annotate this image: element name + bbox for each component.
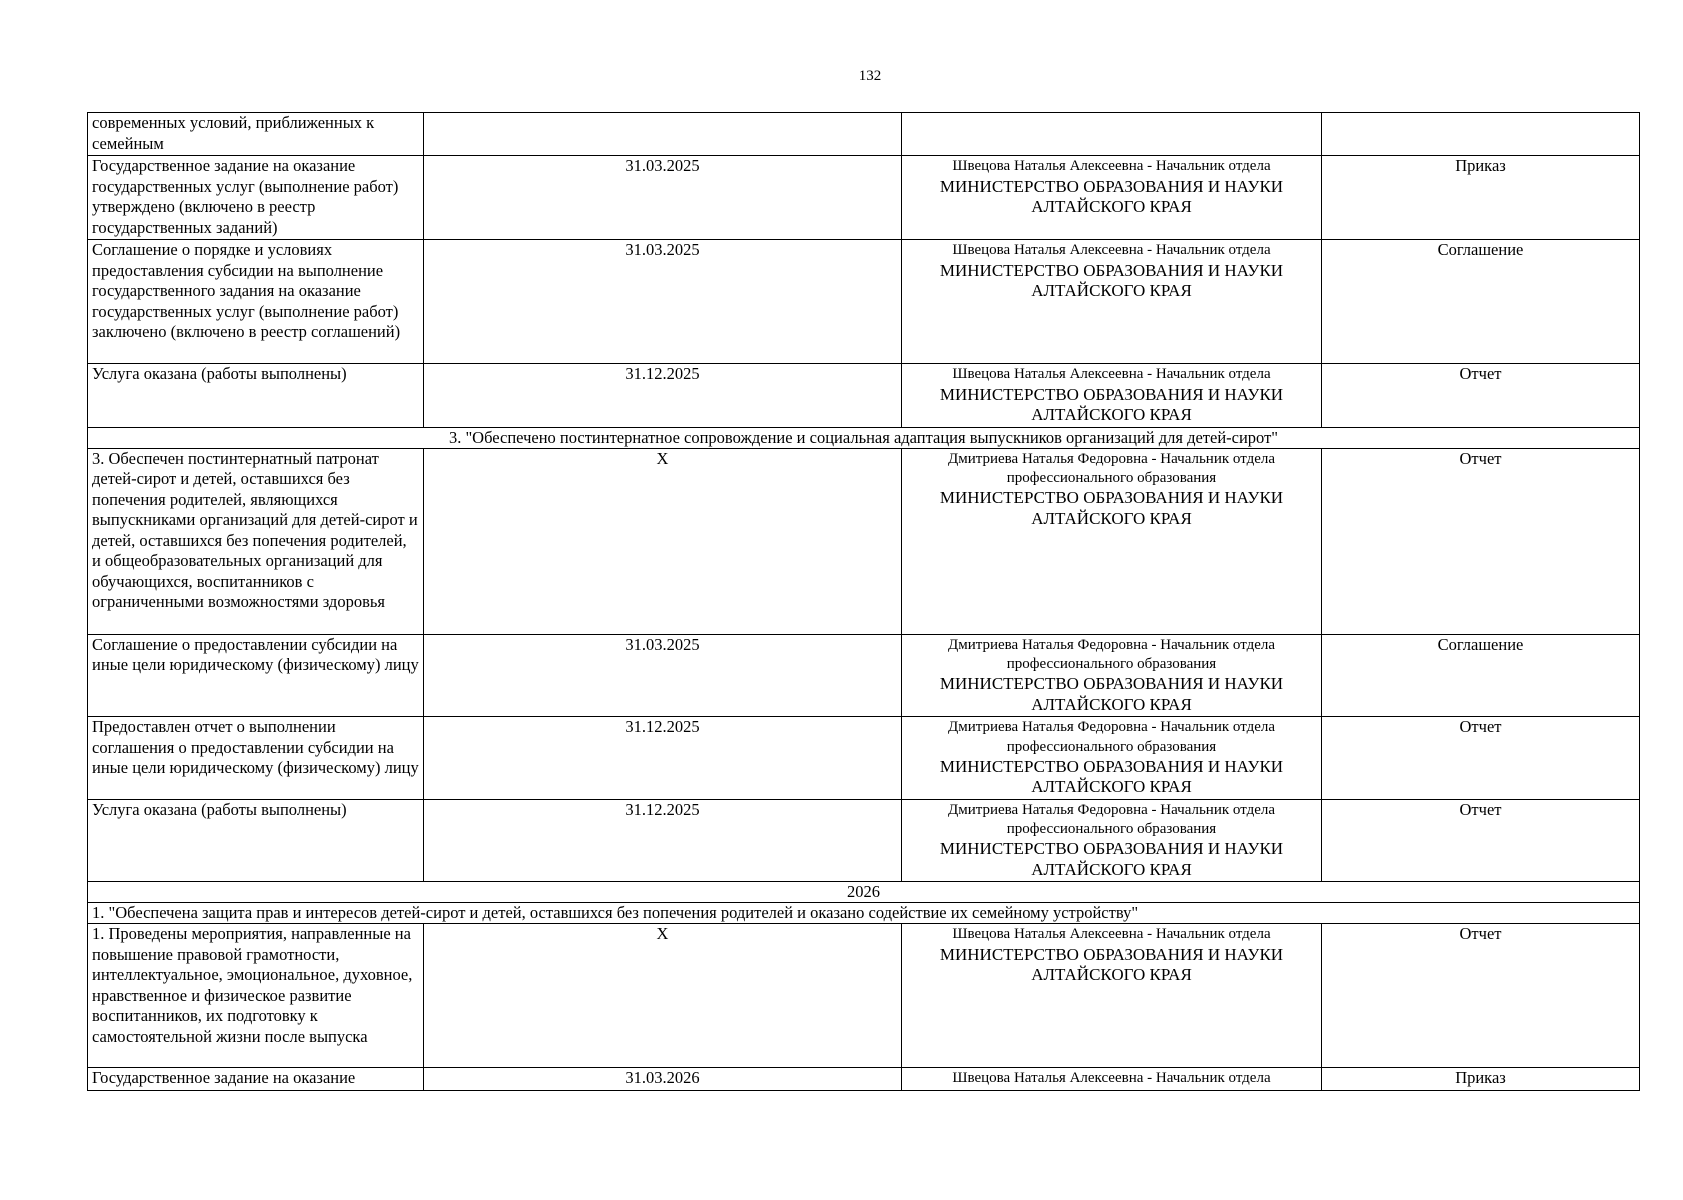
table-row <box>88 799 1640 882</box>
responsible-executor <box>902 448 1322 634</box>
event-date: 31.12.2025 <box>424 364 902 428</box>
executor-department: профессионального образования <box>1006 821 1217 837</box>
executor-name: Дмитриева Наталья Федоровна - Начальник отдела <box>947 719 1275 735</box>
event-date: 31.12.2025 <box>424 799 902 882</box>
executor-name: Дмитриева Наталья Федоровна - Начальник отдела <box>947 801 1275 818</box>
executor-organization: МИНИСТЕРСТВО ОБРАЗОВАНИЯ И НАУКИ АЛТАЙСКОГО КРАЯ <box>939 839 1284 879</box>
year-heading: 2026 <box>88 882 1640 903</box>
responsible-executor <box>902 156 1322 240</box>
event-date: 31.03.2026 <box>424 1068 902 1091</box>
table-row <box>88 240 1640 364</box>
event-date <box>424 113 902 156</box>
document-type <box>1322 113 1640 156</box>
document-type: Соглашение <box>1322 634 1640 717</box>
section-row <box>88 903 1640 924</box>
document-type: Отчет <box>1322 799 1640 882</box>
executor-department: профессионального образования <box>1006 470 1217 486</box>
year-row <box>88 882 1640 903</box>
executor-department: профессионального образования <box>1006 656 1217 672</box>
executor-organization: МИНИСТЕРСТВО ОБРАЗОВАНИЯ И НАУКИ АЛТАЙСКОГО КРАЯ <box>939 756 1284 796</box>
document-type: Соглашение <box>1322 240 1640 364</box>
event-date: 31.12.2025 <box>424 717 902 800</box>
event-date: X <box>424 448 902 634</box>
event-date: 31.03.2025 <box>424 240 902 364</box>
section-row <box>88 427 1640 448</box>
executor-organization: МИНИСТЕРСТВО ОБРАЗОВАНИЯ И НАУКИ АЛТАЙСКОГО КРАЯ <box>939 384 1284 424</box>
event-description: 1. Проведены мероприятия, направленные на повышение правовой грамотности, интеллектуальное, эмоциональное, духовное, нравственное и физическое развитие воспитанников, их подготовку к самостоятельной жизни после выпуска <box>88 924 424 1068</box>
event-description: современных условий, приближенных к семейным <box>88 113 424 156</box>
page-number: 132 <box>858 68 882 84</box>
executor-name: Швецова Наталья Алексеевна - Начальник отдела <box>952 926 1271 942</box>
event-description: Соглашение о порядке и условиях предоставления субсидии на выполнение государственного задания на оказание государственных услуг (выполнение работ) заключено (включено в реестр соглашений) <box>88 240 424 364</box>
event-description: Услуга оказана (работы выполнены) <box>88 364 424 428</box>
executor-name: Швецова Наталья Алексеевна - Начальник отдела <box>952 158 1271 174</box>
executor-organization: МИНИСТЕРСТВО ОБРАЗОВАНИЯ И НАУКИ АЛТАЙСКОГО КРАЯ <box>939 260 1284 300</box>
table-row <box>88 113 1640 156</box>
event-description: Государственное задание на оказание <box>88 1068 424 1091</box>
responsible-executor <box>902 634 1322 717</box>
document-type: Отчет <box>1322 924 1640 1068</box>
executor-name: Дмитриева Наталья Федоровна - Начальник отдела <box>947 450 1275 467</box>
executor-name: Швецова Наталья Алексеевна - Начальник отдела <box>952 242 1271 258</box>
document-type: Отчет <box>1322 717 1640 800</box>
plan-table <box>87 112 1640 1091</box>
event-date: 31.03.2025 <box>424 156 902 240</box>
event-description: Услуга оказана (работы выполнены) <box>88 799 424 882</box>
responsible-executor <box>902 113 1322 156</box>
table-row <box>88 1068 1640 1091</box>
responsible-executor <box>902 1068 1322 1091</box>
event-date: X <box>424 924 902 1068</box>
event-date: 31.03.2025 <box>424 634 902 717</box>
responsible-executor <box>902 799 1322 882</box>
table-row <box>88 448 1640 634</box>
table-row <box>88 924 1640 1068</box>
task-heading: 3. "Обеспечено постинтернатное сопровождение и социальная адаптация выпускников организаций для детей-сирот" <box>88 427 1640 448</box>
executor-organization: МИНИСТЕРСТВО ОБРАЗОВАНИЯ И НАУКИ АЛТАЙСКОГО КРАЯ <box>939 488 1284 528</box>
document-type: Приказ <box>1322 156 1640 240</box>
event-description: Соглашение о предоставлении субсидии на иные цели юридическому (физическому) лицу <box>88 634 424 717</box>
table-row <box>88 634 1640 717</box>
responsible-executor <box>902 364 1322 428</box>
event-description: 3. Обеспечен постинтернатный патронат детей-сирот и детей, оставшихся без попечения родителей, являющихся выпускниками организаций для детей-сирот и детей, оставшихся без попечения родителей, и общеобразовательных организаций для обучающихся, воспитанников с ограниченными возможностями здоровья <box>88 448 424 634</box>
executor-name: Дмитриева Наталья Федоровна - Начальник отдела <box>947 636 1275 653</box>
executor-name: Швецова Наталья Алексеевна - Начальник отдела <box>952 1070 1271 1086</box>
task-heading: 1. "Обеспечена защита прав и интересов детей-сирот и детей, оставшихся без попечения родителей и оказано содействие их семейному устройству" <box>88 903 1640 924</box>
table-row <box>88 156 1640 240</box>
responsible-executor <box>902 240 1322 364</box>
table-row <box>88 717 1640 800</box>
document-type: Отчет <box>1322 448 1640 634</box>
document-type: Отчет <box>1322 364 1640 428</box>
executor-organization: МИНИСТЕРСТВО ОБРАЗОВАНИЯ И НАУКИ АЛТАЙСКОГО КРАЯ <box>939 674 1284 714</box>
table-row <box>88 364 1640 428</box>
executor-name: Швецова Наталья Алексеевна - Начальник отдела <box>952 366 1271 382</box>
executor-organization: МИНИСТЕРСТВО ОБРАЗОВАНИЯ И НАУКИ АЛТАЙСКОГО КРАЯ <box>939 944 1284 984</box>
document-type: Приказ <box>1322 1068 1640 1091</box>
executor-department: профессионального образования <box>1006 738 1217 755</box>
responsible-executor <box>902 717 1322 800</box>
executor-organization: МИНИСТЕРСТВО ОБРАЗОВАНИЯ И НАУКИ АЛТАЙСКОГО КРАЯ <box>939 176 1284 216</box>
event-description: Государственное задание на оказание государственных услуг (выполнение работ) утверждено (включено в реестр государственных заданий) <box>88 156 424 240</box>
event-description: Предоставлен отчет о выполнении соглашения о предоставлении субсидии на иные цели юридическому (физическому) лицу <box>88 717 424 800</box>
responsible-executor <box>902 924 1322 1068</box>
